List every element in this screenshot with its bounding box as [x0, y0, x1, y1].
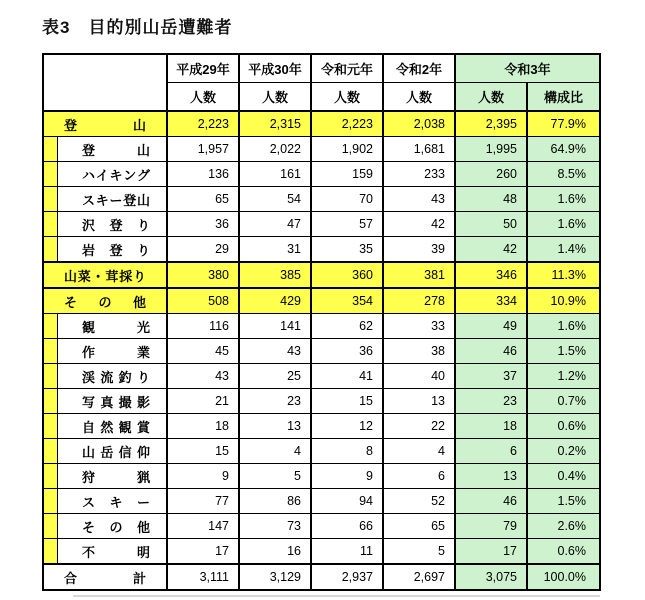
value-cell: 260	[456, 162, 528, 186]
sub-row	[44, 338, 599, 363]
value-cell: 346	[456, 263, 528, 287]
value-cell: 380	[168, 263, 240, 287]
label-char: 山	[132, 117, 146, 133]
sub-row	[44, 463, 599, 488]
value-cell: 86	[240, 489, 312, 513]
label-char: り	[136, 369, 150, 385]
value-cell: 49	[456, 314, 528, 338]
value-cell: 29	[168, 237, 240, 261]
value-cell: 23	[456, 389, 528, 413]
label-char: ン	[123, 167, 137, 183]
value-cell: 508	[168, 289, 240, 313]
label-char: 不	[82, 544, 96, 560]
sub-row	[44, 513, 599, 538]
row-label	[58, 364, 168, 388]
ratio-cell: 1.6%	[528, 314, 599, 338]
page-artifact-line	[73, 595, 600, 597]
sub-row	[44, 388, 599, 413]
group-indent-strip	[44, 237, 58, 261]
label-char: り	[136, 217, 150, 233]
label-char: 釣	[118, 369, 132, 385]
sub-row	[44, 363, 599, 388]
label-char: 岳	[100, 444, 114, 460]
value-cell: 136	[168, 162, 240, 186]
value-cell: 385	[240, 263, 312, 287]
group-row	[44, 261, 599, 287]
group-indent-strip	[44, 389, 58, 413]
label-char: 登	[64, 117, 78, 133]
value-cell: 159	[312, 162, 384, 186]
group-indent-strip	[44, 489, 58, 513]
label-char: 登	[109, 242, 123, 258]
label-char: 観	[118, 419, 132, 435]
row-label	[44, 263, 168, 287]
label-char: 沢	[82, 217, 96, 233]
header-ratio: 構成比	[528, 83, 599, 110]
label-char: 光	[136, 319, 150, 335]
label-char: キ	[109, 494, 123, 510]
value-cell: 46	[456, 339, 528, 363]
label-char: 登	[82, 142, 96, 158]
label-char: 登	[109, 217, 123, 233]
row-label	[58, 389, 168, 413]
value-cell: 2,022	[240, 137, 312, 161]
value-cell: 278	[384, 289, 456, 313]
label-char: 他	[136, 519, 150, 535]
value-cell: 38	[384, 339, 456, 363]
value-cell: 17	[456, 539, 528, 563]
total-row	[44, 563, 599, 589]
value-cell: 116	[168, 314, 240, 338]
label-char: 信	[118, 444, 132, 460]
value-cell: 18	[168, 414, 240, 438]
header-reiwa3: 令和3年	[456, 55, 599, 82]
header-count-reiwa3: 人数	[456, 83, 528, 110]
header-count-2: 人数	[240, 83, 312, 110]
value-cell: 48	[456, 187, 528, 211]
ratio-cell: 0.4%	[528, 464, 599, 488]
group-indent-strip	[44, 364, 58, 388]
header-year-4: 令和2年	[384, 55, 456, 82]
value-cell: 77	[168, 489, 240, 513]
value-cell: 43	[168, 364, 240, 388]
label-char: り	[132, 268, 146, 284]
header-columns	[168, 55, 599, 110]
value-cell: 79	[456, 514, 528, 538]
ratio-cell: 1.6%	[528, 187, 599, 211]
label-char: 猟	[136, 469, 150, 485]
value-cell: 43	[240, 339, 312, 363]
value-cell: 15	[168, 439, 240, 463]
value-cell: 16	[240, 539, 312, 563]
value-cell: 2,223	[312, 112, 384, 136]
value-cell: 42	[456, 237, 528, 261]
value-cell: 43	[384, 187, 456, 211]
group-indent-strip	[44, 514, 58, 538]
ratio-cell: 1.5%	[528, 339, 599, 363]
ratio-cell: 11.3%	[528, 263, 599, 287]
value-cell: 62	[312, 314, 384, 338]
value-cell: 12	[312, 414, 384, 438]
header-count-3: 人数	[312, 83, 384, 110]
table-header	[44, 55, 599, 112]
group-indent-strip	[44, 464, 58, 488]
label-char: 計	[132, 570, 146, 586]
ratio-cell: 100.0%	[528, 565, 599, 589]
value-cell: 2,315	[240, 112, 312, 136]
label-char: 明	[136, 544, 150, 560]
row-label	[44, 289, 168, 313]
ratio-cell: 10.9%	[528, 289, 599, 313]
value-cell: 70	[312, 187, 384, 211]
group-indent-strip	[44, 539, 58, 563]
sub-row	[44, 313, 599, 338]
sub-row	[44, 538, 599, 563]
label-char: ス	[82, 494, 96, 510]
value-cell: 2,697	[384, 565, 456, 589]
value-cell: 381	[384, 263, 456, 287]
label-char: ・	[91, 268, 105, 284]
value-cell: 42	[384, 212, 456, 236]
label-char: 撮	[118, 394, 132, 410]
group-indent-strip	[44, 339, 58, 363]
label-char: キ	[109, 167, 123, 183]
value-cell: 73	[240, 514, 312, 538]
row-label	[58, 439, 168, 463]
sub-row	[44, 136, 599, 161]
value-cell: 39	[384, 237, 456, 261]
value-cell: 21	[168, 389, 240, 413]
group-indent-strip	[44, 439, 58, 463]
label-char: イ	[95, 167, 109, 183]
value-cell: 4	[384, 439, 456, 463]
sub-row	[44, 488, 599, 513]
label-char: 登	[123, 192, 137, 208]
value-cell: 4	[240, 439, 312, 463]
row-label	[58, 514, 168, 538]
label-char: 渓	[82, 369, 96, 385]
row-label	[58, 464, 168, 488]
label-char: 他	[132, 294, 146, 310]
label-char: 山	[136, 192, 150, 208]
label-char: の	[98, 294, 112, 310]
ratio-cell: 1.2%	[528, 364, 599, 388]
label-char: 山	[64, 268, 78, 284]
value-cell: 66	[312, 514, 384, 538]
row-label	[58, 237, 168, 261]
header-year-3: 令和元年	[312, 55, 384, 82]
row-label	[58, 539, 168, 563]
value-cell: 8	[312, 439, 384, 463]
sub-row	[44, 211, 599, 236]
label-char: 観	[82, 319, 96, 335]
mountain-accident-table	[42, 53, 601, 591]
value-cell: 15	[312, 389, 384, 413]
group-indent-strip	[44, 314, 58, 338]
sub-row	[44, 186, 599, 211]
group-indent-strip	[44, 162, 58, 186]
row-label	[58, 137, 168, 161]
value-cell: 17	[168, 539, 240, 563]
value-cell: 37	[456, 364, 528, 388]
ratio-cell: 0.2%	[528, 439, 599, 463]
value-cell: 41	[312, 364, 384, 388]
value-cell: 6	[456, 439, 528, 463]
row-label	[44, 565, 168, 589]
value-cell: 2,937	[312, 565, 384, 589]
label-char: そ	[64, 294, 78, 310]
value-cell: 9	[312, 464, 384, 488]
header-year-2: 平成30年	[240, 55, 312, 82]
value-cell: 147	[168, 514, 240, 538]
label-char: 写	[82, 394, 96, 410]
value-cell: 5	[240, 464, 312, 488]
sub-row	[44, 438, 599, 463]
label-char: 影	[136, 394, 150, 410]
value-cell: 161	[240, 162, 312, 186]
label-char: 真	[100, 394, 114, 410]
group-indent-strip	[44, 212, 58, 236]
row-label	[58, 212, 168, 236]
header-year-row	[168, 55, 599, 83]
header-count-4: 人数	[384, 83, 456, 110]
ratio-cell: 2.6%	[528, 514, 599, 538]
value-cell: 6	[384, 464, 456, 488]
label-char: 然	[100, 419, 114, 435]
value-cell: 45	[168, 339, 240, 363]
value-cell: 94	[312, 489, 384, 513]
value-cell: 18	[456, 414, 528, 438]
value-cell: 354	[312, 289, 384, 313]
label-char: そ	[82, 519, 96, 535]
header-measure-row	[168, 83, 599, 110]
value-cell: 46	[456, 489, 528, 513]
value-cell: 3,075	[456, 565, 528, 589]
row-label	[44, 112, 168, 136]
value-cell: 65	[384, 514, 456, 538]
table-title: 表3 目的別山岳遭難者	[42, 18, 233, 37]
table-body	[44, 112, 599, 589]
value-cell: 141	[240, 314, 312, 338]
label-char: 茸	[105, 268, 119, 284]
sub-row	[44, 413, 599, 438]
label-char: キ	[95, 192, 109, 208]
value-cell: 1,995	[456, 137, 528, 161]
value-cell: 1,902	[312, 137, 384, 161]
value-cell: 2,223	[168, 112, 240, 136]
label-char: ー	[136, 494, 150, 510]
value-cell: 40	[384, 364, 456, 388]
value-cell: 25	[240, 364, 312, 388]
value-cell: 23	[240, 389, 312, 413]
label-char: ー	[109, 192, 123, 208]
sub-row	[44, 236, 599, 261]
row-label	[58, 339, 168, 363]
group-indent-strip	[44, 187, 58, 211]
value-cell: 3,111	[168, 565, 240, 589]
group-indent-strip	[44, 414, 58, 438]
row-label	[58, 162, 168, 186]
ratio-cell: 0.7%	[528, 389, 599, 413]
label-char: 菜	[77, 268, 91, 284]
value-cell: 33	[384, 314, 456, 338]
ratio-cell: 0.6%	[528, 414, 599, 438]
label-char: 狩	[82, 469, 96, 485]
value-cell: 13	[384, 389, 456, 413]
value-cell: 1,957	[168, 137, 240, 161]
group-row	[44, 287, 599, 313]
label-char: 山	[136, 142, 150, 158]
label-char: 作	[82, 344, 96, 360]
group-indent-strip	[44, 137, 58, 161]
label-char: の	[109, 519, 123, 535]
ratio-cell: 1.6%	[528, 212, 599, 236]
header-year-1: 平成29年	[168, 55, 240, 82]
label-char: 仰	[136, 444, 150, 460]
ratio-cell: 77.9%	[528, 112, 599, 136]
label-char: 自	[82, 419, 96, 435]
label-char: 流	[100, 369, 114, 385]
group-row	[44, 112, 599, 136]
value-cell: 52	[384, 489, 456, 513]
value-cell: 36	[168, 212, 240, 236]
ratio-cell: 1.5%	[528, 489, 599, 513]
value-cell: 360	[312, 263, 384, 287]
label-char: 山	[82, 444, 96, 460]
value-cell: 57	[312, 212, 384, 236]
label-char: 岩	[82, 242, 96, 258]
label-char: ス	[82, 192, 96, 208]
value-cell: 9	[168, 464, 240, 488]
value-cell: 2,395	[456, 112, 528, 136]
value-cell: 31	[240, 237, 312, 261]
label-char: 賞	[136, 419, 150, 435]
label-char: 業	[136, 344, 150, 360]
value-cell: 13	[456, 464, 528, 488]
label-char: り	[136, 242, 150, 258]
value-cell: 11	[312, 539, 384, 563]
value-cell: 36	[312, 339, 384, 363]
value-cell: 22	[384, 414, 456, 438]
value-cell: 65	[168, 187, 240, 211]
corner-cell	[44, 55, 168, 110]
sub-row	[44, 161, 599, 186]
label-char: 採	[119, 268, 133, 284]
label-char: ハ	[82, 167, 96, 183]
header-count-1: 人数	[168, 83, 240, 110]
ratio-cell: 1.4%	[528, 237, 599, 261]
row-label	[58, 489, 168, 513]
value-cell: 3,129	[240, 565, 312, 589]
ratio-cell: 8.5%	[528, 162, 599, 186]
ratio-cell: 0.6%	[528, 539, 599, 563]
label-char: 合	[64, 570, 78, 586]
value-cell: 1,681	[384, 137, 456, 161]
value-cell: 429	[240, 289, 312, 313]
ratio-cell: 64.9%	[528, 137, 599, 161]
row-label	[58, 314, 168, 338]
value-cell: 50	[456, 212, 528, 236]
value-cell: 13	[240, 414, 312, 438]
value-cell: 35	[312, 237, 384, 261]
label-char: グ	[136, 167, 150, 183]
value-cell: 2,038	[384, 112, 456, 136]
value-cell: 5	[384, 539, 456, 563]
value-cell: 334	[456, 289, 528, 313]
row-label	[58, 187, 168, 211]
row-label	[58, 414, 168, 438]
value-cell: 54	[240, 187, 312, 211]
value-cell: 233	[384, 162, 456, 186]
value-cell: 47	[240, 212, 312, 236]
